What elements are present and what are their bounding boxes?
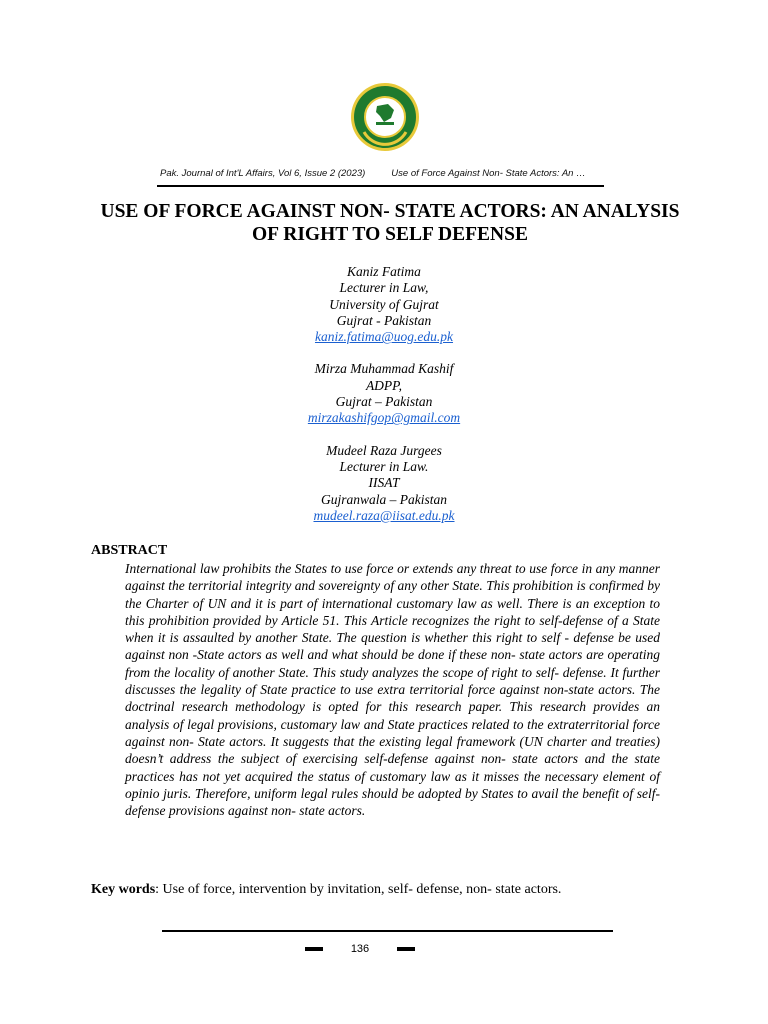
author-name: Mirza Muhammad Kashif [314,361,454,377]
journal-logo [350,82,420,152]
author-name: Mudeel Raza Jurgees [326,442,442,458]
author-institution: University of Gujrat [329,296,439,312]
keywords-text: : Use of force, intervention by invitation, self- defense, non- state actors. [155,882,562,897]
page-number: 136 [350,943,370,955]
author-location: Gujrat - Pakistan [336,312,432,328]
running-title: Use of Force Against Non- State Actors: An … [391,168,586,179]
author-position: Lecturer in Law, [339,280,429,296]
running-header [160,168,612,179]
journal-citation: Pak. Journal of Int'L Affairs, Vol 6, Issue 2 (2023) [160,168,366,179]
author-name: Kaniz Fatima [347,264,421,279]
author-2 [234,361,534,426]
header-divider [157,185,604,187]
author-position: ADPP, [365,377,403,393]
dash-left [305,947,323,951]
abstract-heading: ABSTRACT [91,543,168,558]
dash-right [397,947,415,951]
author-location: Gujrat – Pakistan [335,394,433,410]
author-list [234,264,534,540]
author-email-link[interactable]: mirzakashifgop@gmail.com [307,410,461,426]
title-line-2: OF RIGHT TO SELF DEFENSE [252,224,528,245]
abstract-body: International law prohibits the States to use force or extends any threat to use force in any manner against the territorial integrity and sovereignty of any other State. This prohibition is confirmed by the Charter of UN and it is part of international customary law as well. There is an exception to this prohibition provided by Article 51. This Article recognizes the right to self-defense of a State when it is assaulted by another State. The question is whether this right to self - defense be used against non -State actors as well and what should be done if these non- state actors are operating from the locality of another State. This study analyzes the scope of right to self- defense. It further discusses the legality of State practice to use extra territorial force against non-state actors. The doctrinal research methodology is opted for this research paper. This research provides an analysis of legal provisions, customary law and State practices related to the extraterritorial force against non- State actors. It suggests that the existing legal framework (UN charter and treaties) doesn’t address the subject of exercising self-defense against non- state actors and the state practices has not yet acquired the status of customary law as it misses the necessary element of opinio juris. Therefore, uniform legal rules should be adopted by States to avail the benefit of self- defense provisions against non- state actors. [125,561,660,819]
keywords [91,882,691,898]
author-email-link[interactable]: mudeel.raza@iisat.edu.pk [313,507,455,523]
author-1 [234,264,534,345]
author-position: Lecturer in Law. [339,458,429,474]
author-institution: IISAT [368,475,400,491]
paper-title [80,200,700,246]
author-location: Gujranwala – Pakistan [320,491,447,507]
footer-divider [162,930,613,932]
title-line-1: USE OF FORCE AGAINST NON- STATE ACTORS: AN ANALYSIS [100,201,680,222]
keywords-label: Key words [91,882,156,897]
page-footer [305,943,415,955]
author-3 [234,443,534,524]
author-email-link[interactable]: kaniz.fatima@uog.edu.pk [314,329,454,345]
